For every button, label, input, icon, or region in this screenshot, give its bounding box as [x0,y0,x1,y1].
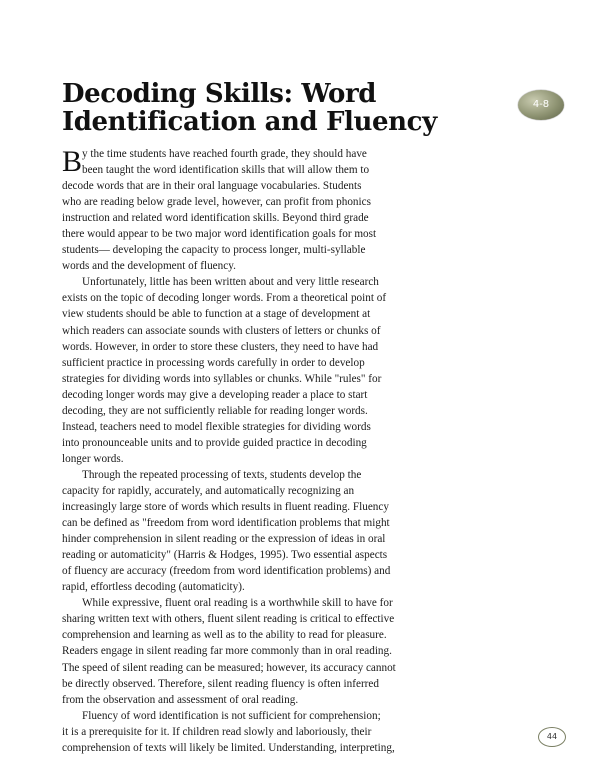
page-number-badge: 44 [538,727,566,747]
text-line: While expressive, fluent oral reading is a worthwhile skill to have for [82,597,393,610]
text-line: Through the repeated processing of texts, students develop the [82,468,362,481]
text-line: which readers can associate sounds with clusters of letters or chunks of [62,324,381,337]
text-line: comprehension and learning as well as to the ability to read for pleasure. [62,629,387,642]
text-line: reading or automaticity" (Harris & Hodges, 1995). Two essential aspects [62,549,388,562]
text-line: rapid, effortless decoding (automaticity). [62,581,245,594]
text-line: longer words. [62,452,124,465]
text-line: increasingly large store of words which results in fluent reading. Fluency [62,501,389,514]
text-line: can be defined as "freedom from word identification problems that might [62,517,390,530]
title-line-2: Identification and Fluency [62,107,437,137]
text-line: sharing written text with others, fluent silent reading is critical to effective [62,613,395,626]
paragraph-3 [62,467,407,595]
text-line: The speed of silent reading can be measured; however, its accuracy cannot [62,661,396,674]
body-text [62,146,407,756]
text-line: Fluency of word identification is not sufficient for comprehension; [82,709,381,722]
text-line: Instead, teachers need to model flexible strategies for dividing words [62,420,371,433]
text-line: students— developing the capacity to process longer, multi-syllable [62,244,366,257]
text-line: of fluency are accuracy (freedom from word identification problems) and [62,565,391,578]
text-line: who are reading below grade level, however, can profit from phonics [62,196,371,209]
text-line: it is a prerequisite for it. If children read slowly and laboriously, their [62,725,372,738]
section-tab-badge: 4-8 [518,90,564,120]
text-line: be directly observed. Therefore, silent reading fluency is often inferred [62,677,379,690]
text-line: Readers engage in silent reading far more commonly than in oral reading. [62,645,392,658]
text-line: comprehension of texts will likely be limited. Understanding, interpreting, [62,741,395,754]
text-line: view students should be able to function at a stage of development at [62,308,371,321]
text-line: from the observation and assessment of oral reading. [62,693,299,706]
text-line: sufficient practice in processing words carefully in order to develop [62,356,365,369]
text-line: there would appear to be two major word identification goals for most [62,228,377,241]
text-line: strategies for dividing words into syllables or chunks. While "rules" for [62,372,382,385]
paragraph-4 [62,595,407,707]
text-line: instruction and related word identification skills. Beyond third grade [62,212,369,225]
text-line: decode words that are in their oral language vocabularies. Students [62,180,362,193]
text-line: words. However, in order to store these clusters, they need to have had [62,340,379,353]
text-line: decoding, they are not sufficiently reliable for reading longer words. [62,404,368,417]
text-line: y the time students have reached fourth grade, they should have [82,148,367,160]
text-line: words and the development of fluency. [62,260,236,273]
drop-cap: B [62,145,83,178]
title-line-1: Decoding Skills: Word [62,79,377,109]
text-line: hinder comprehension in silent reading or the expression of ideas in oral [62,533,386,546]
text-line: into pronounceable units and to provide guided practice in decoding [62,436,367,449]
text-line: capacity for rapidly, accurately, and automatically recognizing an [62,484,355,497]
text-line: been taught the word identification skills that will allow them to [82,164,370,177]
page-title [62,80,482,136]
text-line: Unfortunately, little has been written about and very little research [82,276,379,289]
paragraph-2 [62,274,407,467]
paragraph-1 [62,146,407,274]
text-line: exists on the topic of decoding longer words. From a theoretical point of [62,292,387,305]
paragraph-5 [62,708,407,756]
text-line: decoding longer words may give a developing reader a place to start [62,388,368,401]
